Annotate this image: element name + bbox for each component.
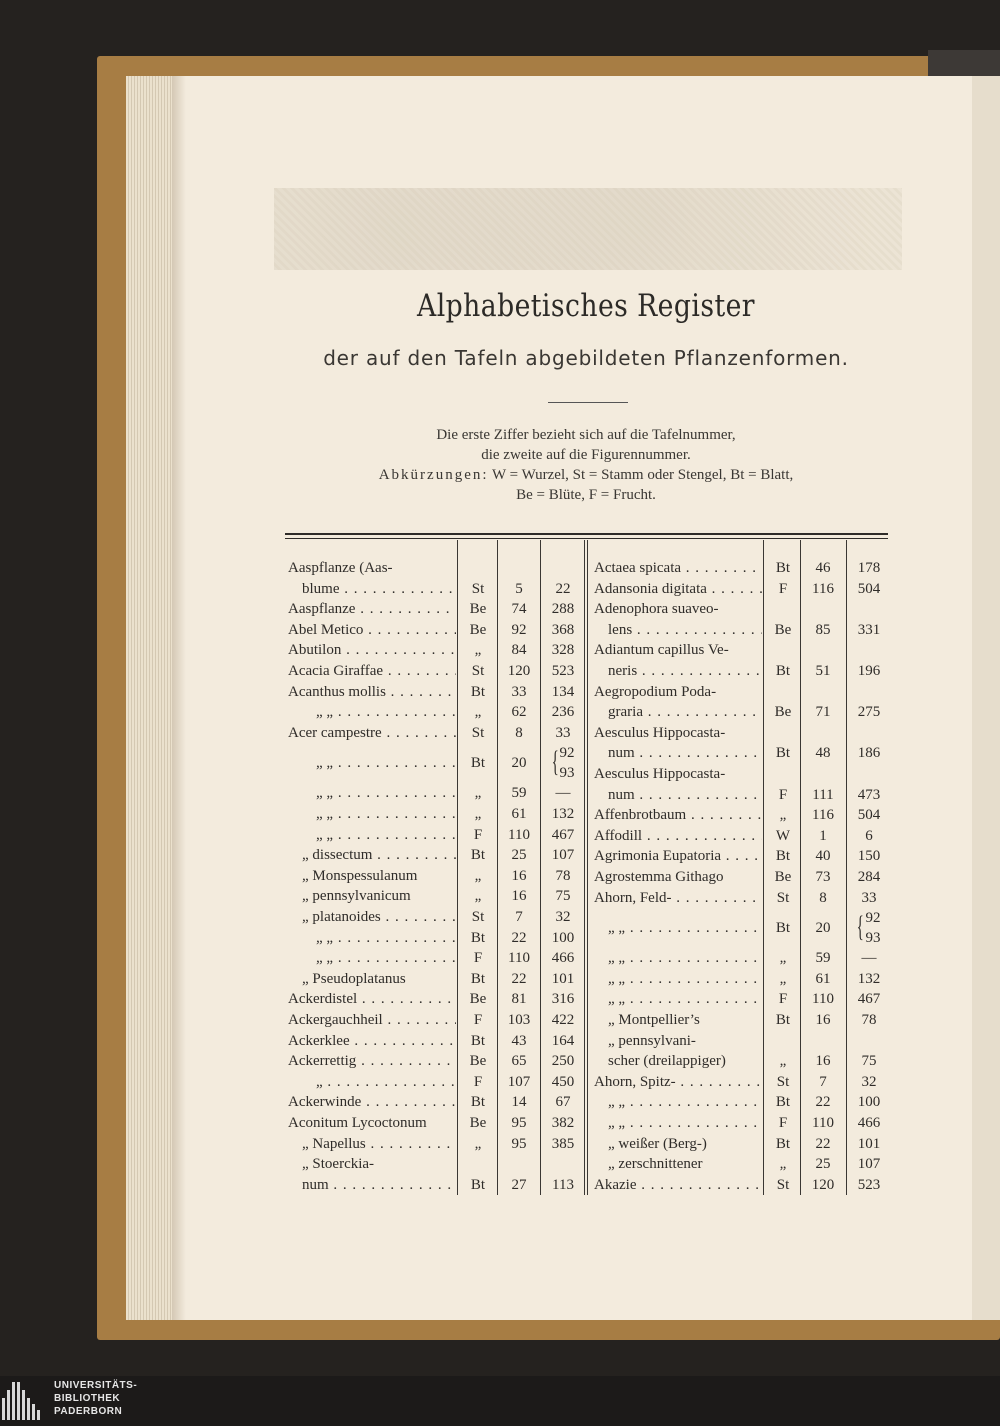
table-row xyxy=(0,826,1000,847)
entry-name: Abel Metico . . . xyxy=(288,620,456,640)
table-row xyxy=(0,1092,1000,1113)
entry-figure-number: 67 xyxy=(555,1094,571,1111)
entry-figure-number: 196 xyxy=(857,663,881,679)
table-row xyxy=(0,948,1000,969)
entry-figure-number: 92 xyxy=(865,910,881,927)
entry-figure-number: 6 xyxy=(865,827,873,844)
table-row xyxy=(0,805,1000,826)
entry-name: „ platanoides . . . xyxy=(302,907,456,927)
entry-plate-number: 111 xyxy=(812,786,834,803)
entry-figure-number: 450 xyxy=(551,1073,575,1090)
entry-figure-number: 113 xyxy=(552,1176,574,1193)
entry-name: Aaspflanze (Aas- xyxy=(288,560,393,576)
entry-plate-number: 5 xyxy=(515,580,523,597)
entry-name: Akazie . . . xyxy=(594,1175,762,1195)
entry-plate-number: 33 xyxy=(511,683,527,700)
table-row xyxy=(0,702,1000,723)
entry-figure-number: 101 xyxy=(551,970,575,987)
entry-plate-number: 7 xyxy=(819,1073,827,1090)
entry-name: Ackergauchheil . . . xyxy=(288,1010,456,1030)
library-logo-line-2: BIBLIOTHEK xyxy=(54,1393,121,1404)
entry-part: W xyxy=(775,827,791,844)
entry-plate-number: 22 xyxy=(815,1135,831,1152)
entry-name: „ . . . xyxy=(316,1072,456,1092)
entry-name: Abutilon . . . xyxy=(288,640,456,660)
entry-figure-number: 132 xyxy=(551,806,575,822)
entry-part: Bt xyxy=(470,1094,486,1111)
entry-name: Aaspflanze . . . xyxy=(288,599,456,619)
table-row xyxy=(0,846,1000,867)
entry-part: „ xyxy=(779,950,787,967)
entry-plate-number: 120 xyxy=(811,1176,835,1193)
entry-name: Actaea spicata . . . xyxy=(594,558,762,578)
entry-figure-number: 504 xyxy=(857,807,881,824)
entry-plate-number: 95 xyxy=(511,1115,527,1131)
entry-figure-number: 331 xyxy=(857,621,881,638)
entry-figure-number: 422 xyxy=(551,1012,575,1028)
entry-part: F xyxy=(473,1012,483,1028)
library-logo-line-3: PADERBORN xyxy=(54,1406,123,1417)
entry-name: num . . . xyxy=(608,785,762,805)
library-logo-line-1: UNIVERSITÄTS- xyxy=(54,1380,138,1391)
entry-name: Aesculus Hippocasta- xyxy=(594,724,726,741)
note-line-1: Die erste Ziffer bezieht sich auf die Tafelnummer, xyxy=(436,427,736,443)
entry-figure-number: 92 xyxy=(559,745,575,762)
entry-part: „ xyxy=(474,704,482,721)
table-row xyxy=(0,908,1000,948)
entry-plate-number: 110 xyxy=(812,1115,834,1131)
entry-name: „ „ . . . xyxy=(608,948,762,968)
entry-name: „ „ . . . xyxy=(608,989,762,1009)
entry-plate-number: 16 xyxy=(815,1012,831,1028)
entry-figure-number: 316 xyxy=(551,991,575,1008)
logo-bar xyxy=(2,1398,5,1420)
entry-name: Acacia Giraffae . . . xyxy=(288,661,456,681)
entry-part: Be xyxy=(469,1053,487,1070)
logo-bar xyxy=(32,1404,35,1420)
library-logo-text xyxy=(54,1379,137,1418)
table-row xyxy=(0,1051,1000,1072)
entry-part: St xyxy=(471,663,485,679)
abbreviations-label: Abkürzungen: xyxy=(378,467,489,483)
note-line-4: Be = Blüte, F = Frucht. xyxy=(516,487,656,503)
entry-part: Bt xyxy=(470,683,486,700)
entry-name: neris . . . xyxy=(608,661,762,681)
entry-plate-number: 25 xyxy=(815,1156,831,1173)
entry-name: Ackerklee . . . xyxy=(288,1031,456,1051)
logo-bar xyxy=(27,1398,30,1420)
entry-name: graria . . . xyxy=(608,702,762,722)
entry-name: „ „ . . . xyxy=(608,1092,762,1112)
entry-plate-number: 61 xyxy=(815,970,831,987)
entry-name: scher (dreilappiger) xyxy=(608,1053,726,1070)
table-row xyxy=(0,640,1000,661)
entry-name: „ „ . . . xyxy=(316,825,456,845)
entry-plate-number: 22 xyxy=(511,970,527,987)
table-row xyxy=(0,682,1000,703)
entry-name: „ „ . . . xyxy=(316,804,456,824)
entry-name: „ pennsylvanicum xyxy=(302,888,411,905)
entry-figure-number: 100 xyxy=(857,1094,881,1111)
entry-name: Affodill . . . xyxy=(594,826,762,846)
entry-part: F xyxy=(473,826,483,843)
logo-bar xyxy=(17,1382,20,1420)
entry-figure-number: 236 xyxy=(551,704,575,721)
entry-figure-number: 78 xyxy=(555,867,571,884)
entry-part: St xyxy=(471,580,485,597)
table-row xyxy=(0,888,1000,909)
entry-figure-number: 164 xyxy=(551,1032,575,1049)
entry-figure-number: 467 xyxy=(551,826,575,843)
entry-name: Ahorn, Spitz- . . . xyxy=(594,1072,762,1092)
entry-name: Acer campestre . . . xyxy=(288,723,456,743)
entry-plate-number: 62 xyxy=(511,704,527,721)
logo-bar xyxy=(22,1390,25,1420)
title-divider xyxy=(548,402,628,403)
table-row xyxy=(0,1154,1000,1175)
entry-figure-number: 178 xyxy=(857,560,881,576)
entry-part: St xyxy=(776,1176,790,1193)
entry-part: Be xyxy=(774,621,792,638)
entry-name: num . . . xyxy=(608,743,762,763)
entry-plate-number: 16 xyxy=(511,867,527,884)
entry-part: F xyxy=(778,1115,788,1131)
entry-name: „ pennsylvani- xyxy=(608,1032,696,1049)
abbreviations-text: W = Wurzel, St = Stamm oder Stengel, Bt = Blatt, xyxy=(488,467,794,483)
entry-figure-number: 107 xyxy=(857,1156,881,1173)
logo-bar xyxy=(12,1382,15,1420)
entry-part: St xyxy=(471,909,485,925)
entry-name: Acanthus mollis . . . xyxy=(288,682,456,702)
entry-figure-number: 473 xyxy=(857,786,881,803)
entry-plate-number: 92 xyxy=(511,621,527,638)
entry-figure-number: 523 xyxy=(551,663,575,679)
entry-plate-number: 16 xyxy=(815,1053,831,1070)
entry-plate-number: 61 xyxy=(511,806,527,822)
table-row xyxy=(0,764,1000,785)
entry-part: Bt xyxy=(470,1032,486,1049)
entry-plate-number: 116 xyxy=(812,580,834,597)
library-footer xyxy=(0,1376,1000,1426)
entry-name: „ Monspessulanum xyxy=(302,867,418,884)
entry-part: Bt xyxy=(775,920,791,937)
entry-part: Bt xyxy=(775,848,791,865)
library-logo-icon xyxy=(0,1378,50,1422)
entry-part: „ xyxy=(474,888,482,905)
entry-plate-number: 22 xyxy=(511,929,527,946)
entry-figure-number: 33 xyxy=(555,724,571,741)
decorative-header-ornament xyxy=(274,188,902,270)
entry-plate-number: 14 xyxy=(511,1094,527,1111)
entry-part: Bt xyxy=(470,1176,486,1193)
table-row xyxy=(0,1031,1000,1052)
entry-plate-number: 73 xyxy=(815,869,831,885)
brace-glyph: { xyxy=(551,745,559,779)
entry-plate-number: 84 xyxy=(511,642,527,659)
entry-plate-number: 65 xyxy=(511,1053,527,1070)
table-row xyxy=(0,558,1000,579)
entry-figure-number: — xyxy=(861,950,877,967)
table-row xyxy=(0,579,1000,600)
entry-part: Bt xyxy=(775,560,791,576)
entry-figure-number: 150 xyxy=(857,848,881,865)
entry-name: „ Stoerckia- xyxy=(302,1156,375,1173)
entry-part: Bt xyxy=(470,929,486,946)
table-row xyxy=(0,1113,1000,1134)
entry-figure-number: 93 xyxy=(559,765,575,782)
entry-part: „ xyxy=(474,642,482,659)
entry-plate-number: 110 xyxy=(508,950,530,967)
entry-plate-number: 103 xyxy=(507,1012,531,1028)
entry-plate-number: 8 xyxy=(819,889,827,906)
entry-figure-number: — xyxy=(555,785,571,802)
entry-name: Ackerwinde . . . xyxy=(288,1092,456,1112)
entry-figure-number: 101 xyxy=(857,1135,881,1152)
entry-part: F xyxy=(778,786,788,803)
entry-name: Adiantum capillus Ve- xyxy=(594,642,729,659)
table-row xyxy=(0,1134,1000,1155)
entry-part: St xyxy=(776,889,790,906)
entry-name: Ahorn, Feld- . . . xyxy=(594,888,762,908)
entry-plate-number: 22 xyxy=(815,1094,831,1111)
entry-part: „ xyxy=(474,867,482,884)
entry-figure-number: 32 xyxy=(861,1073,877,1090)
entry-part: Bt xyxy=(775,1094,791,1111)
entry-name: „ dissectum . . . xyxy=(302,845,456,865)
entry-name: „ Napellus . . . xyxy=(302,1134,456,1154)
entry-name: Affenbrotbaum . . . xyxy=(594,805,762,825)
entry-plate-number: 7 xyxy=(515,909,523,925)
entry-figure-number: 504 xyxy=(857,580,881,597)
table-top-rule-thin xyxy=(285,538,888,539)
entry-plate-number: 120 xyxy=(507,663,531,679)
table-row xyxy=(0,723,1000,744)
entry-plate-number: 20 xyxy=(511,755,527,772)
entry-part: St xyxy=(471,724,485,741)
entry-name: „ „ . . . xyxy=(316,702,456,722)
entry-figure-number: 33 xyxy=(861,889,877,906)
entry-part: Bt xyxy=(775,1135,791,1152)
entry-name: „ „ . . . xyxy=(316,753,456,773)
entry-name: „ weißer (Berg-) xyxy=(608,1135,707,1152)
entry-plate-number: 43 xyxy=(511,1032,527,1049)
entry-figure-number: 284 xyxy=(857,869,881,885)
entry-part: F xyxy=(778,991,788,1008)
logo-bar xyxy=(37,1410,40,1420)
entry-part: F xyxy=(778,580,788,597)
entry-plate-number: 46 xyxy=(815,560,831,576)
entry-plate-number: 74 xyxy=(511,601,527,618)
entry-part: Be xyxy=(774,704,792,721)
entry-plate-number: 20 xyxy=(815,920,831,937)
page-subtitle: der auf den Tafeln abgebildeten Pflanzenformen. xyxy=(323,346,849,370)
entry-name: „ „ . . . xyxy=(608,918,762,938)
entry-name: Adansonia digitata . . . xyxy=(594,579,762,599)
entry-figure-number: 107 xyxy=(551,847,575,864)
entry-plate-number: 110 xyxy=(812,991,834,1008)
table-row xyxy=(0,1175,1000,1196)
table-row xyxy=(0,867,1000,888)
entry-plate-number: 85 xyxy=(815,621,831,638)
entry-figure-number: 250 xyxy=(551,1053,575,1070)
entry-part: F xyxy=(473,1073,483,1090)
entry-plate-number: 8 xyxy=(515,724,523,741)
entry-name: „ „ . . . xyxy=(316,948,456,968)
entry-figure-number: 288 xyxy=(551,601,575,618)
entry-part: „ xyxy=(474,785,482,802)
entry-figure-number: 275 xyxy=(857,704,881,721)
entry-plate-number: 59 xyxy=(511,785,527,802)
entry-part: „ xyxy=(779,1053,787,1070)
table-row xyxy=(0,661,1000,682)
entry-plate-number: 107 xyxy=(507,1073,531,1090)
entry-plate-number: 71 xyxy=(815,704,831,721)
table-row xyxy=(0,1072,1000,1093)
entry-name: Aconitum Lycoctonum xyxy=(288,1115,427,1131)
entry-name: „ Pseudoplatanus xyxy=(302,970,406,987)
entry-name: Ackerdistel . . . xyxy=(288,989,456,1009)
entry-plate-number: 40 xyxy=(815,848,831,865)
entry-plate-number: 95 xyxy=(511,1135,527,1152)
entry-part: Bt xyxy=(470,847,486,864)
table-row xyxy=(0,989,1000,1010)
entry-plate-number: 110 xyxy=(508,826,530,843)
entry-name: „ „ . . . xyxy=(316,783,456,803)
table-row xyxy=(0,785,1000,806)
entry-figure-number: 385 xyxy=(551,1135,575,1152)
entry-name: Agrostemma Githago xyxy=(594,869,724,885)
entry-plate-number: 16 xyxy=(511,888,527,905)
entry-figure-number: 467 xyxy=(857,991,881,1008)
entry-plate-number: 27 xyxy=(511,1176,527,1193)
entry-plate-number: 116 xyxy=(812,807,834,824)
entry-figure-number: 134 xyxy=(551,683,575,700)
entry-name: Agrimonia Eupatoria . . . xyxy=(594,846,762,866)
entry-figure-number: 78 xyxy=(861,1012,877,1028)
entry-figure-number: 186 xyxy=(857,745,881,762)
entry-name: Ackerrettig . . . xyxy=(288,1051,456,1071)
entry-part: F xyxy=(473,950,483,967)
entry-name: blume . . . xyxy=(302,579,456,599)
entry-figure-number: 523 xyxy=(857,1176,881,1193)
entry-figure-number: 22 xyxy=(555,580,571,597)
entry-figure-number: 93 xyxy=(865,930,881,947)
entry-plate-number: 25 xyxy=(511,847,527,864)
entry-part: St xyxy=(776,1073,790,1090)
table-row xyxy=(0,620,1000,641)
entry-part: Bt xyxy=(470,755,486,772)
entry-figure-number: 368 xyxy=(551,621,575,638)
table-row xyxy=(0,1010,1000,1031)
entry-part: Be xyxy=(469,991,487,1008)
entry-figure-number: 328 xyxy=(551,642,575,659)
entry-name: „ „ . . . xyxy=(608,1113,762,1133)
entry-name: „ „ . . . xyxy=(608,969,762,989)
entry-plate-number: 81 xyxy=(511,991,527,1008)
entry-part: „ xyxy=(474,1135,482,1152)
entry-name: „ Montpellier’s xyxy=(608,1012,700,1028)
table-row xyxy=(0,743,1000,764)
entry-part: Bt xyxy=(775,1012,791,1028)
entry-part: Bt xyxy=(775,745,791,762)
entry-part: Be xyxy=(469,1115,487,1131)
note-line-3 xyxy=(230,465,942,485)
page-title: Alphabetisches Register xyxy=(417,288,755,324)
brace-glyph: { xyxy=(856,910,864,944)
entry-name: Aegropodium Poda- xyxy=(594,683,717,700)
entry-figure-number: 75 xyxy=(861,1053,877,1070)
entry-name: num . . . xyxy=(302,1175,456,1195)
entry-figure-number: 382 xyxy=(551,1115,575,1131)
entry-name: lens . . . xyxy=(608,620,762,640)
entry-part: „ xyxy=(779,970,787,987)
entry-figure-number: 100 xyxy=(551,929,575,946)
entry-figure-number: 32 xyxy=(555,909,571,925)
table-top-rule xyxy=(285,533,888,535)
entry-figure-number: 132 xyxy=(857,970,881,987)
logo-bar xyxy=(7,1390,10,1420)
entry-figure-number: 75 xyxy=(555,888,571,905)
entry-part: „ xyxy=(779,1156,787,1173)
table-row xyxy=(0,599,1000,620)
entry-plate-number: 1 xyxy=(819,827,827,844)
entry-part: Be xyxy=(469,621,487,638)
entry-name: Aesculus Hippocasta- xyxy=(594,766,726,782)
entry-plate-number: 59 xyxy=(815,950,831,967)
table-row xyxy=(0,969,1000,990)
entry-part: Bt xyxy=(775,663,791,679)
book-cover-edge xyxy=(928,50,1000,76)
entry-plate-number: 51 xyxy=(815,663,831,679)
entry-figure-number: 466 xyxy=(551,950,575,967)
entry-name: „ zerschnittener xyxy=(608,1156,703,1173)
entry-part: Be xyxy=(469,601,487,618)
entry-part: Be xyxy=(774,869,792,885)
entry-plate-number: 48 xyxy=(815,745,831,762)
entry-part: „ xyxy=(779,807,787,824)
entry-part: Bt xyxy=(470,970,486,987)
entry-part: „ xyxy=(474,806,482,822)
entry-name: „ „ . . . xyxy=(316,928,456,948)
entry-figure-number: 466 xyxy=(857,1115,881,1131)
note-line-2: die zweite auf die Figurennummer. xyxy=(481,447,691,463)
entry-name: Adenophora suaveo- xyxy=(594,601,719,618)
